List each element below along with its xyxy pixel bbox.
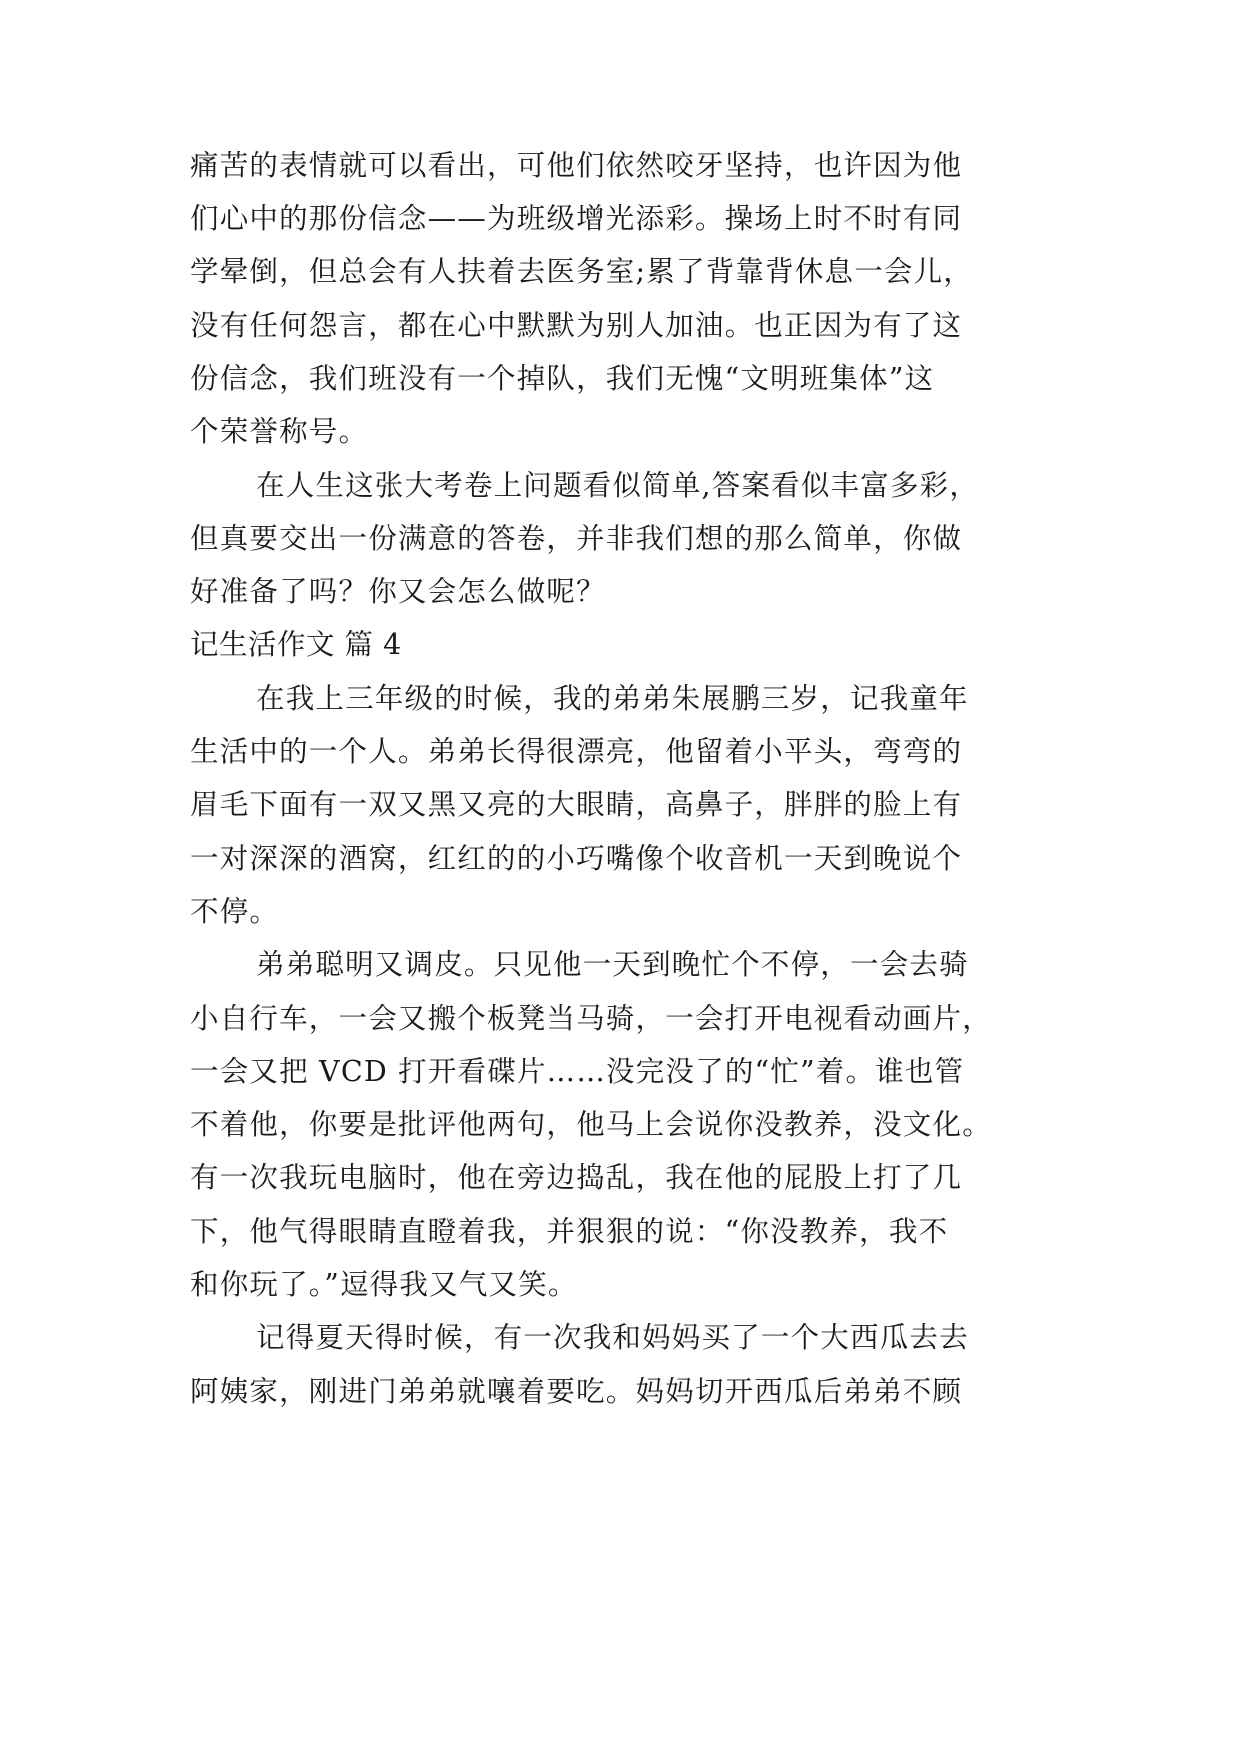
text-line: 学晕倒，但总会有人扶着去医务室;累了背靠背休息一会儿，	[190, 255, 974, 288]
text-line: 在人生这张大考卷上问题看似简单,答案看似丰富多彩，	[256, 469, 980, 502]
text-line: 阿姨家，刚进门弟弟就嚷着要吃。妈妈切开西瓜后弟弟不顾	[190, 1375, 963, 1408]
text-line: 小自行车，一会又搬个板凳当马骑，一会打开电视看动画片，	[190, 1002, 992, 1035]
text-line: 眉毛下面有一双又黑又亮的大眼睛，高鼻子，胖胖的脸上有	[190, 788, 963, 821]
text-line: 但真要交出一份满意的答卷，并非我们想的那么简单，你做	[190, 522, 963, 555]
text-line: 份信念，我们班没有一个掉队，我们无愧“文明班集体”这	[190, 362, 935, 395]
text-line: 一对深深的酒窝，红红的的小巧嘴像个收音机一天到晚说个	[190, 842, 963, 875]
text-line: 记得夏天得时候，有一次我和妈妈买了一个大西瓜去去	[256, 1321, 969, 1354]
text-line: 没有任何怨言，都在心中默默为别人加油。也正因为有了这	[190, 309, 963, 342]
text-line: 痛苦的表情就可以看出，可他们依然咬牙坚持，也许因为他	[190, 149, 963, 182]
text-line: 下，他气得眼睛直瞪着我，并狠狠的说：“你没教养，我不	[190, 1215, 949, 1248]
text-line: 们心中的那份信念——为班级增光添彩。操场上时不时有同	[190, 202, 963, 235]
text-line: 弟弟聪明又调皮。只见他一天到晚忙个不停，一会去骑	[256, 948, 969, 981]
text-line: 一会又把 VCD 打开看碟片……没完没了的“忙”着。谁也管	[190, 1055, 965, 1088]
text-line: 有一次我玩电脑时，他在旁边捣乱，我在他的屁股上打了几	[190, 1161, 963, 1194]
text-line: 好准备了吗？你又会怎么做呢？	[190, 575, 606, 608]
text-line: 个荣誉称号。	[190, 415, 369, 448]
text-line: 不停。	[190, 895, 280, 928]
section-heading: 记生活作文 篇 4	[190, 628, 402, 661]
text-line: 生活中的一个人。弟弟长得很漂亮，他留着小平头，弯弯的	[190, 735, 963, 768]
text-line: 在我上三年级的时候，我的弟弟朱展鹏三岁，记我童年	[256, 682, 969, 715]
text-line: 不着他，你要是批评他两句，他马上会说你没教养，没文化。	[190, 1108, 992, 1141]
text-line: 和你玩了。”逗得我又气又笑。	[190, 1268, 578, 1301]
